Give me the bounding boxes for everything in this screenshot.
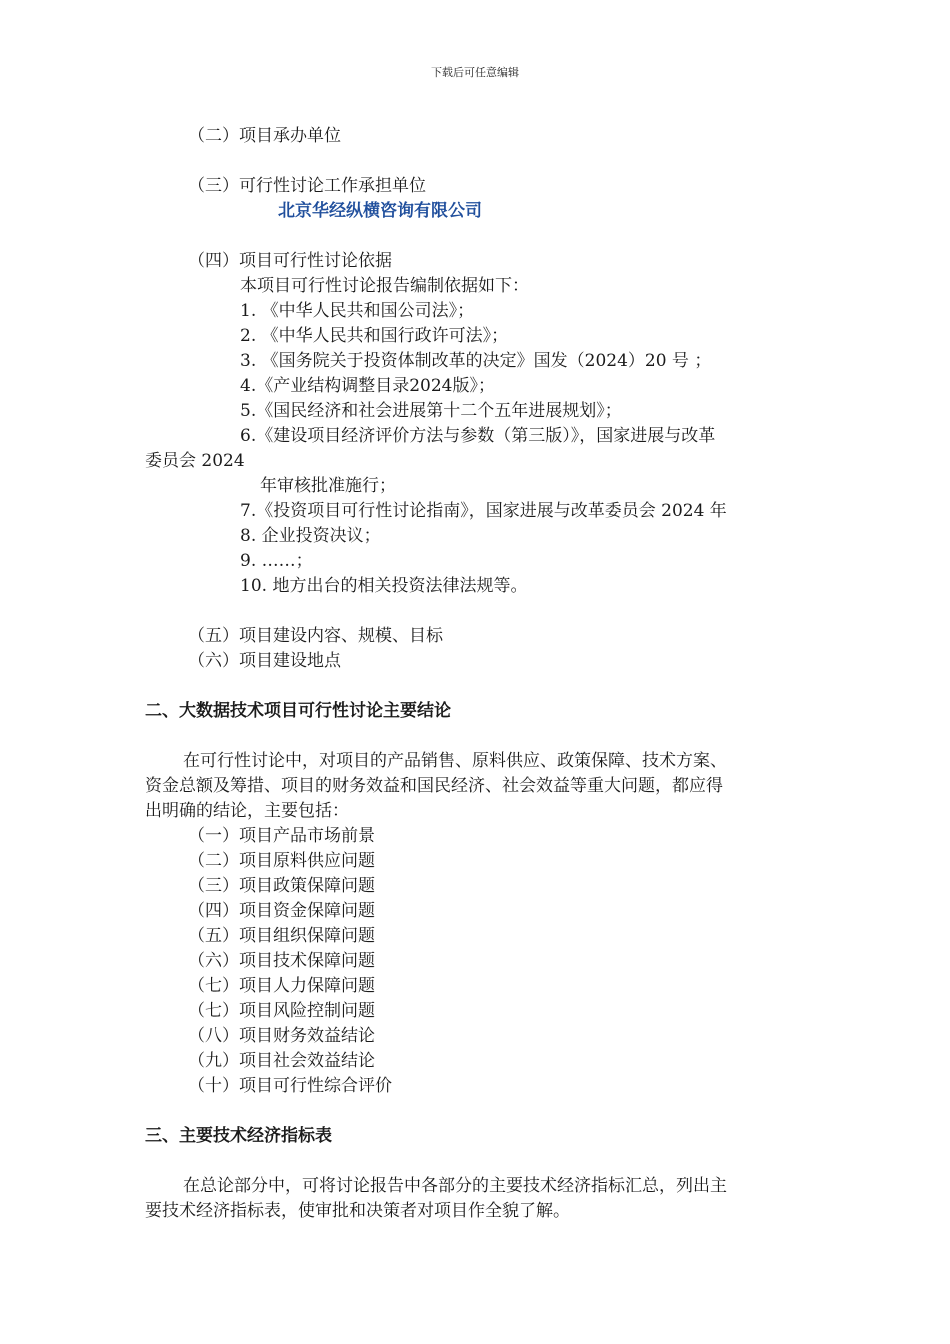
conclusion-item: （九）项目社会效益结论 [188,1051,375,1071]
basis-item-continuation: 年审核批准施行； [260,476,396,496]
conclusion-item: （六）项目技术保障问题 [188,951,375,971]
basis-item: 9. ……； [240,551,313,571]
basis-item: 4.《产业结构调整目录2024版》； [240,376,495,396]
conclusion-item: （七）项目人力保障问题 [188,976,375,996]
conclusion-item: （十）项目可行性综合评价 [188,1076,392,1096]
basis-item-continuation: 委员会 2024 [145,451,245,471]
company-name: 北京华经纵横咨询有限公司 [278,201,482,221]
conclusion-item: （八）项目财务效益结论 [188,1026,375,1046]
paragraph-line: 在总论部分中，可将讨论报告中各部分的主要技术经济指标汇总，列出主 [183,1176,727,1196]
section-item-2: （二）项目承办单位 [188,126,341,146]
basis-item: 2. 《中华人民共和国行政许可法》； [240,326,509,346]
section-heading-2: 二、大数据技术项目可行性讨论主要结论 [145,701,451,721]
conclusion-item: （一）项目产品市场前景 [188,826,375,846]
section-heading-3: 三、主要技术经济指标表 [145,1126,332,1146]
basis-intro: 本项目可行性讨论报告编制依据如下： [240,276,529,296]
section-item-6: （六）项目建设地点 [188,651,341,671]
paragraph-line: 出明确的结论，主要包括： [145,801,349,821]
conclusion-item: （三）项目政策保障问题 [188,876,375,896]
paragraph-line: 在可行性讨论中，对项目的产品销售、原料供应、政策保障、技术方案、 [183,751,727,771]
basis-item: 3. 《国务院关于投资体制改革的决定》国发（2024）20 号 ； [240,351,712,371]
section-item-3: （三）可行性讨论工作承担单位 [188,176,426,196]
basis-item: 6.《建设项目经济评价方法与参数（第三版）》，国家进展与改革 [240,426,716,446]
conclusion-item: （五）项目组织保障问题 [188,926,375,946]
paragraph-line: 资金总额及筹措、项目的财务效益和国民经济、社会效益等重大问题，都应得 [145,776,723,796]
basis-item: 8. 企业投资决议； [240,526,381,546]
page-header: 下载后可任意编辑 [431,66,519,79]
section-item-5: （五）项目建设内容、规模、目标 [188,626,443,646]
section-item-4: （四）项目可行性讨论依据 [188,251,392,271]
basis-item: 10. 地方出台的相关投资法律法规等。 [240,576,528,596]
conclusion-item: （四）项目资金保障问题 [188,901,375,921]
basis-item: 7.《投资项目可行性讨论指南》，国家进展与改革委员会 2024 年 [240,501,727,521]
basis-item: 1. 《中华人民共和国公司法》； [240,301,475,321]
basis-item: 5.《国民经济和社会进展第十二个五年进展规划》； [240,401,622,421]
conclusion-item: （七）项目风险控制问题 [188,1001,375,1021]
paragraph-line: 要技术经济指标表，使审批和决策者对项目作全貌了解。 [145,1201,570,1221]
conclusion-item: （二）项目原料供应问题 [188,851,375,871]
